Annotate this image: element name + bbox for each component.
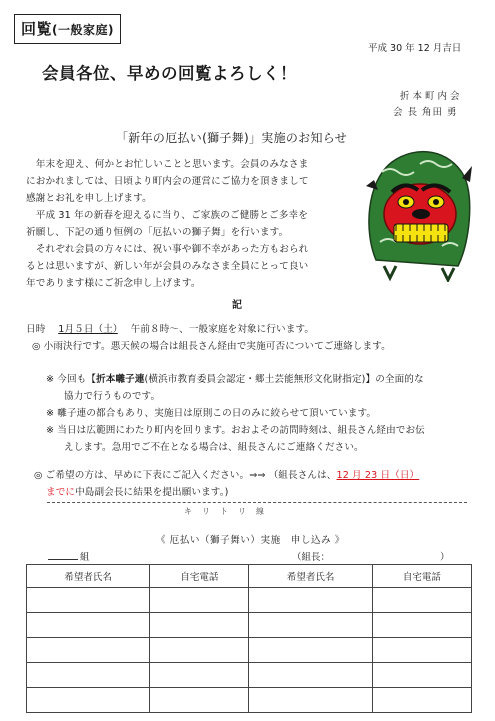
kumi-blank[interactable] [48,559,78,560]
column-header: 自宅電話 [150,565,249,588]
kumicho-field[interactable]: （組長： ） [292,552,450,563]
apply-instruction-cont: までに中島副会長に結果を提出願います。) [46,487,229,498]
chief-name: 会 長 角田 勇 [393,107,458,118]
name-cell[interactable] [249,688,372,713]
lion-dance-illustration [362,142,474,282]
note-hayashi: ※ 今回も【折本囃子連(横浜市教育委員会認定・郷土芸能無形文化財指定)】の全面的な [46,374,424,385]
paragraph-line: 祈願し、下記の通り恒例の「厄払いの獅子舞」を行います。 [26,227,289,238]
association-name: 折本町内会 [400,91,463,102]
paragraph-line: 年末を迎え、何かとお忙しいことと思います。会員のみなさま [26,159,309,170]
form-title: 《 厄払い（獅子舞い）実施 申し込み 》 [156,535,345,546]
name-cell[interactable] [249,663,372,688]
kumi-field[interactable]: 組 [48,549,90,563]
apply-instruction: ◎ ご希望の方は、早めに下表にご記入ください。⇒⇒ （組長さんは、12 月 23 日（日） [34,470,420,481]
note-visit: ※ 当日は広範囲にわたり町内を回ります。おおよその訪問時刻は、組長さん経由でお伝 [46,425,425,436]
headline: 会員各位、早めの回覧よろしく！ [42,64,297,83]
phone-cell[interactable] [150,663,249,688]
paragraph-line: 感謝とお礼を申し上げます。 [26,193,152,204]
column-header: 希望者氏名 [249,565,372,588]
note-hayashi-cont: 協力で行うものです。 [64,391,161,402]
column-header: 希望者氏名 [27,565,150,588]
ki-heading: 記 [232,300,242,311]
name-cell[interactable] [249,613,372,638]
name-cell[interactable] [27,613,150,638]
paragraph-line: 年であります様にご祈念申し上げます。 [26,278,201,289]
phone-cell[interactable] [150,588,249,613]
column-header: 自宅電話 [372,565,471,588]
schedule-line: 日時 1月５日（土） 午前８時～、一般家庭を対象に行います。 [26,324,315,335]
name-cell[interactable] [249,588,372,613]
table-header-row [27,565,472,588]
phone-cell[interactable] [372,588,471,613]
name-cell[interactable] [27,663,150,688]
deadline-date: 12 月 23 日（日） [336,470,420,481]
note-visit-cont: えします。急用でご不在となる場合は、組長さんにご連絡ください。 [64,442,364,453]
table-row [27,613,472,638]
phone-cell[interactable] [150,638,249,663]
name-cell[interactable] [27,688,150,713]
paragraph-line: におかれましては、日頃より町内会の運営にご協力を頂きまして [26,176,309,187]
phone-cell[interactable] [372,663,471,688]
phone-cell[interactable] [150,613,249,638]
name-cell[interactable] [27,638,150,663]
paragraph-line: るとは思いますが、新しい年が会員のみなさま全員にとって良い [26,261,309,272]
circulation-label: 回覧(一般家庭) [14,14,121,44]
paragraph-line: 平成 31 年の新春を迎えるに当り、ご家族のご健勝とご多幸を [26,210,308,221]
cut-line-label: キリトリ線 [184,507,274,516]
phone-cell[interactable] [372,638,471,663]
table-row [27,638,472,663]
phone-cell[interactable] [372,613,471,638]
paragraph-line: それぞれ会員の方々には、祝い事や御不幸があった方もおられ [26,244,309,255]
issue-date: 平成 30 年 12 月吉日 [368,43,462,54]
notice-title: 「新年の厄払い(獅子舞)」実施のお知らせ [116,131,348,145]
rain-note: ◎ 小雨決行です。悪天候の場合は組長さん経由で実施可否についてご連絡します。 [32,341,391,352]
schedule-date: 1月５日（土） [58,324,118,335]
name-cell[interactable] [27,588,150,613]
table-row [27,588,472,613]
phone-cell[interactable] [150,688,249,713]
application-table [26,564,472,713]
table-row [27,663,472,688]
table-row [27,688,472,713]
note-schedule: ※ 囃子連の都合もあり、実施日は原則この日のみに絞らせて頂いています。 [46,408,377,419]
name-cell[interactable] [249,638,372,663]
phone-cell[interactable] [372,688,471,713]
